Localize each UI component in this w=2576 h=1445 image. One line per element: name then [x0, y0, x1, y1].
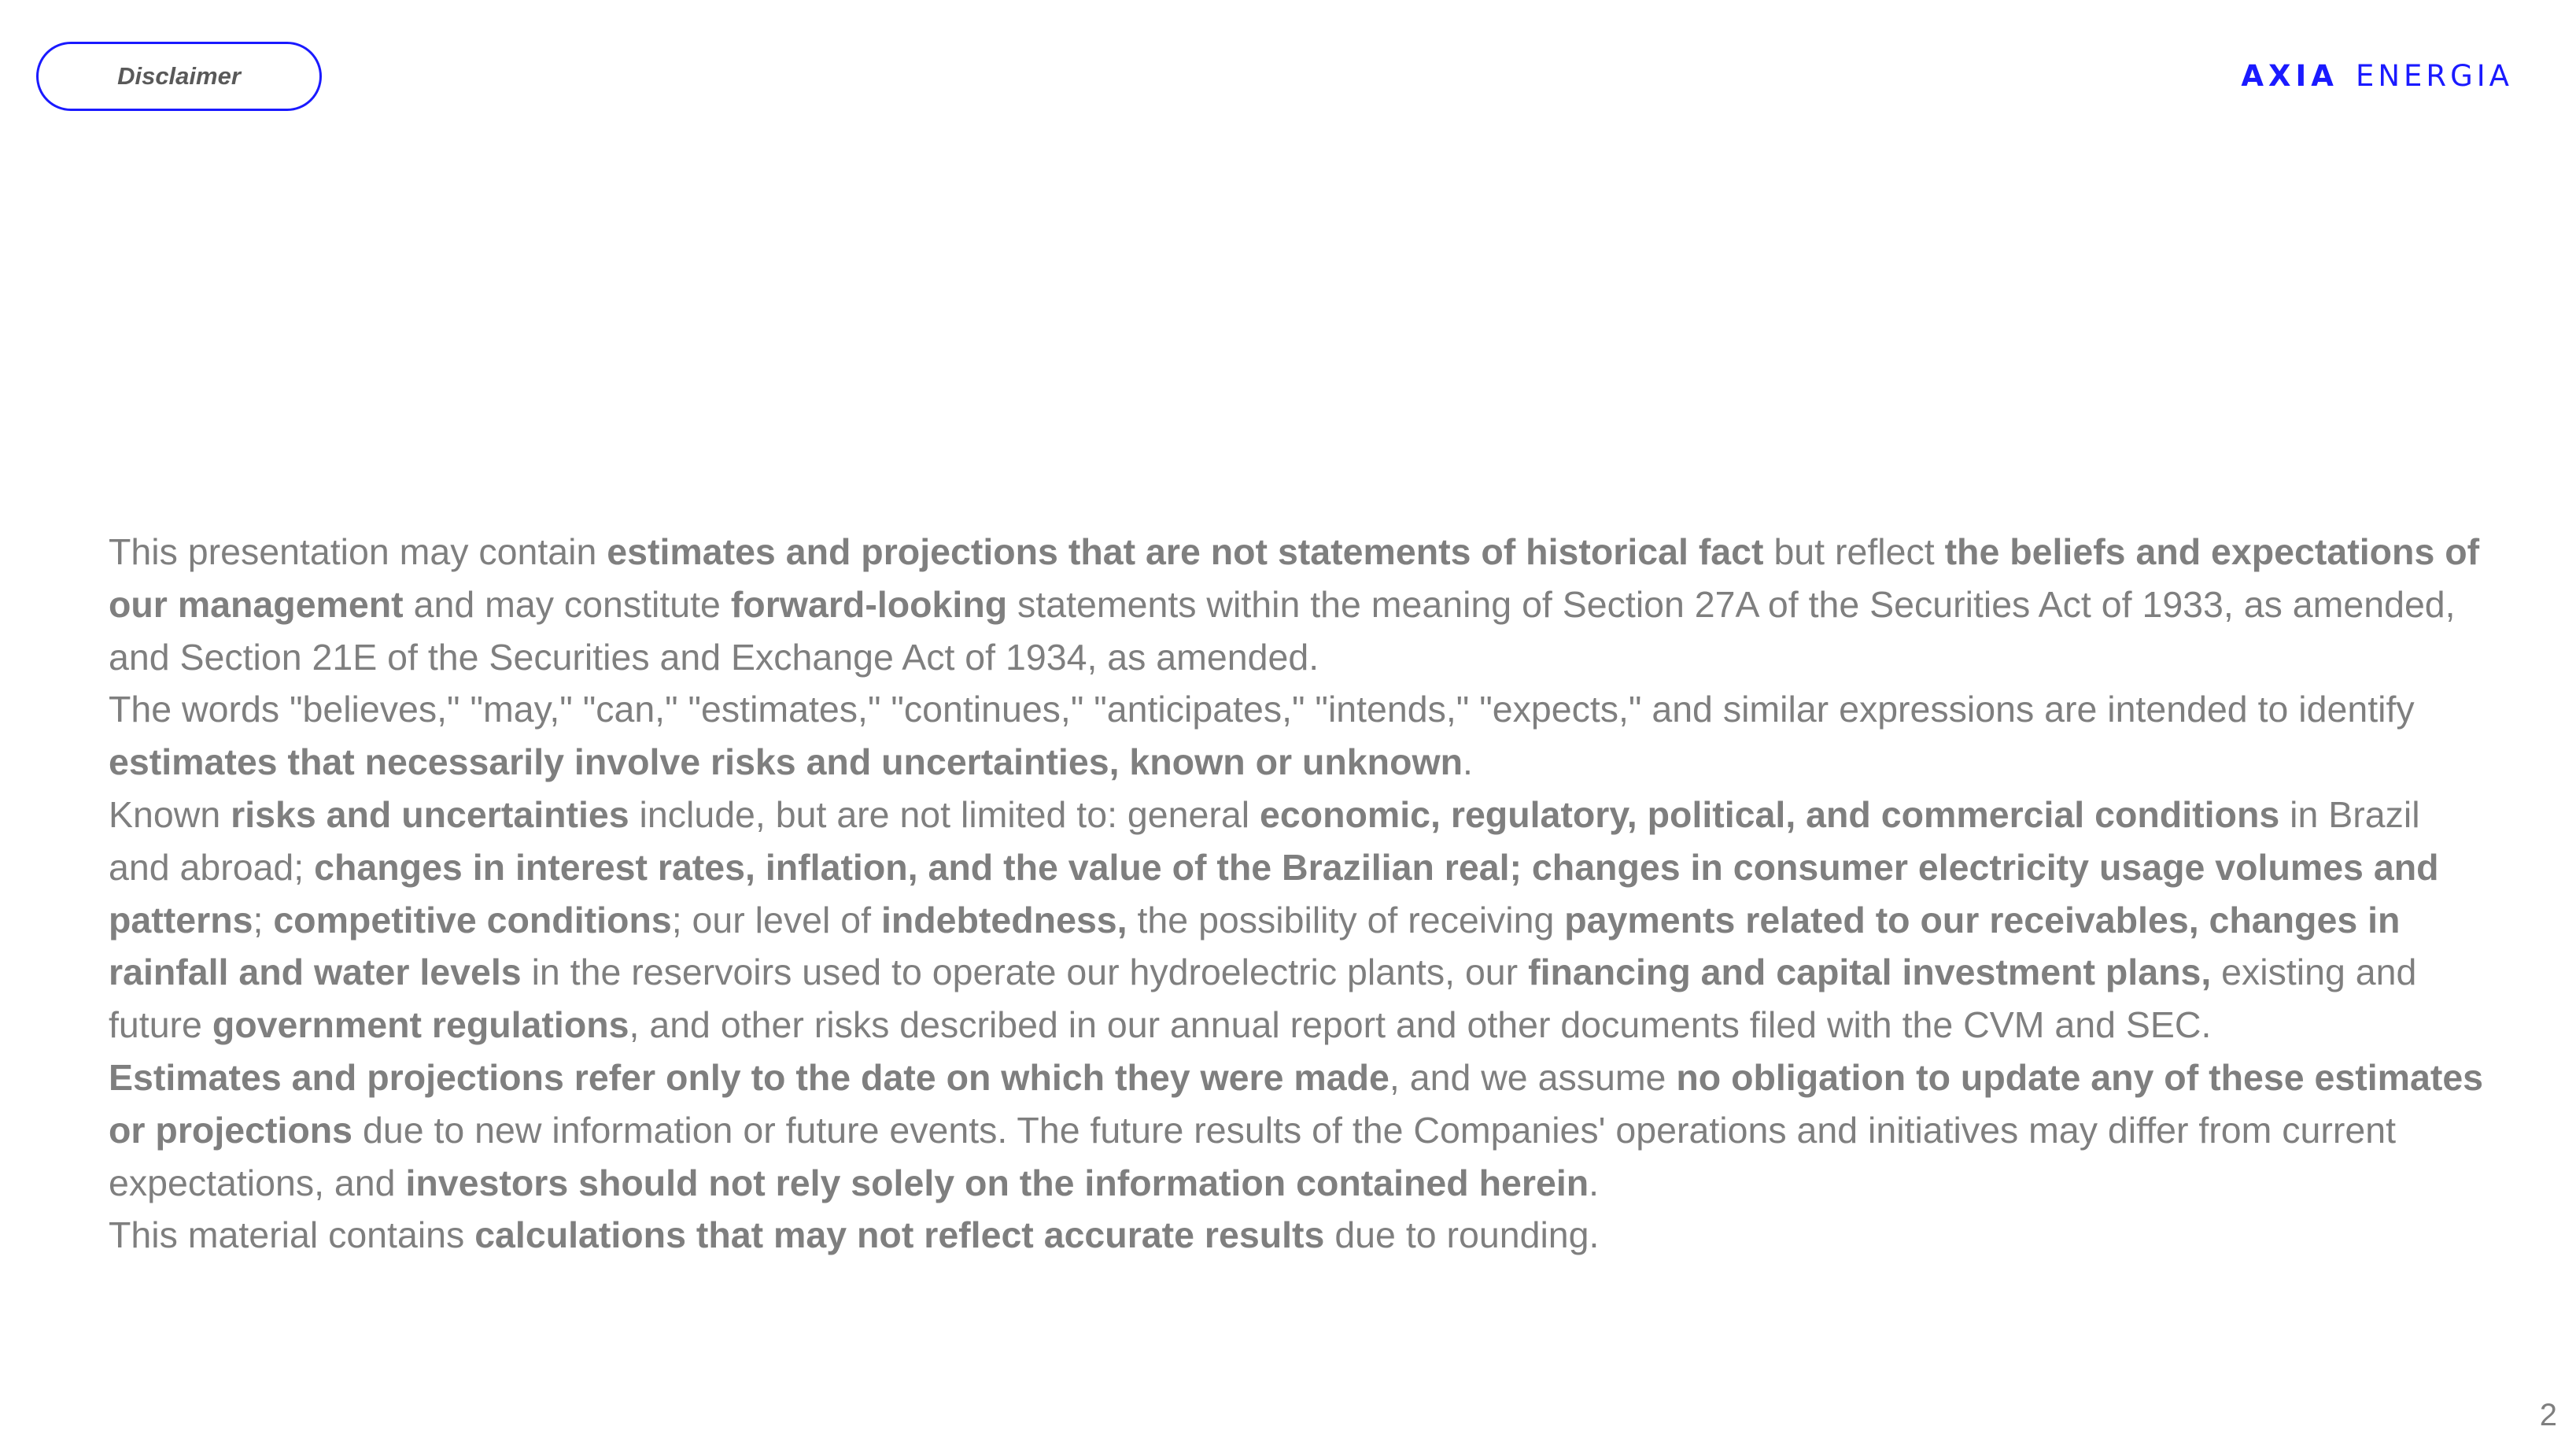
disclaimer-emphasis: forward-looking — [730, 583, 1008, 625]
disclaimer-text: due to rounding. — [1324, 1214, 1600, 1256]
disclaimer-paragraph — [109, 789, 2485, 1051]
section-label: Disclaimer — [117, 62, 241, 90]
disclaimer-text: The words "believes," "may," "can," "estimates," "continues," "anticipates," "intends," "expects," and similar expressions are intended to identify — [109, 689, 2415, 730]
disclaimer-text: and may constitute — [403, 583, 731, 625]
disclaimer-text: . — [1589, 1162, 1600, 1203]
disclaimer-emphasis: risks and uncertainties — [231, 793, 629, 835]
disclaimer-emphasis: estimates and projections that are not statements of historical fact — [607, 531, 1764, 572]
disclaimer-emphasis: government regulations — [212, 1004, 629, 1046]
section-label-pill — [36, 42, 322, 111]
disclaimer-emphasis: calculations that may not reflect accurate results — [474, 1214, 1325, 1256]
disclaimer-text: ; — [253, 899, 274, 941]
page-number: 2 — [2539, 1398, 2557, 1432]
disclaimer-text: due to new information or future events. The future results of the Companies' operations and initiatives may differ from current expectations, and — [109, 1109, 2397, 1203]
disclaimer-emphasis: indebtedness, — [880, 899, 1127, 941]
axia-energia-logo — [2241, 59, 2513, 93]
disclaimer-text: include, but are not limited to: general — [629, 793, 1260, 835]
disclaimer-emphasis: investors should not rely solely on the information contained herein — [405, 1162, 1589, 1203]
disclaimer-emphasis: the beliefs and expectations of our management — [109, 531, 2480, 625]
disclaimer-emphasis: competitive conditions — [273, 899, 672, 941]
logo-word-text: ENERGIA — [2355, 59, 2513, 93]
disclaimer-emphasis: no obligation to update any of these estimates or projections — [109, 1056, 2484, 1151]
disclaimer-emphasis: Estimates and projections refer only to the date on which they were made — [109, 1056, 1389, 1098]
disclaimer-text: Known — [109, 793, 231, 835]
disclaimer-text: in Brazil and abroad; — [109, 793, 2420, 888]
disclaimer-text: . — [1463, 741, 1473, 783]
disclaimer-paragraph — [109, 1209, 2485, 1262]
disclaimer-emphasis: payments related to our receivables, changes in rainfall and water levels — [109, 899, 2401, 993]
disclaimer-paragraph — [109, 1051, 2485, 1209]
disclaimer-paragraph — [109, 683, 2485, 789]
disclaimer-text: ; our level of — [671, 899, 881, 941]
disclaimer-text: This presentation may contain — [109, 531, 607, 572]
disclaimer-emphasis: financing and capital investment plans, — [1528, 952, 2212, 993]
disclaimer-body — [109, 526, 2485, 1262]
disclaimer-emphasis: changes in interest rates, inflation, and the value of the Brazilian real; changes in consumer electricity usage volumes and patterns — [109, 846, 2439, 941]
disclaimer-paragraph — [109, 526, 2485, 683]
disclaimer-text: existing and future — [109, 952, 2417, 1046]
disclaimer-text: This material contains — [109, 1214, 475, 1256]
disclaimer-text: , and other risks described in our annual report and other documents filed with the CVM and SEC. — [629, 1004, 2212, 1046]
logo-brand-text: AXIA — [2241, 59, 2338, 93]
disclaimer-text: statements within the meaning of Section 27A of the Securities Act of 1933, as amended, and Section 21E of the Securities and Exchange Act of 1934, as amended. — [109, 583, 2456, 678]
disclaimer-text: but reflect — [1763, 531, 1945, 572]
disclaimer-emphasis: estimates that necessarily involve risks and uncertainties, known or unknown — [109, 741, 1463, 783]
disclaimer-emphasis: economic, regulatory, political, and commercial conditions — [1259, 793, 2280, 835]
disclaimer-text: , and we assume — [1389, 1056, 1677, 1098]
disclaimer-text: in the reservoirs used to operate our hydroelectric plants, our — [521, 952, 1529, 993]
disclaimer-text: the possibility of receiving — [1127, 899, 1565, 941]
